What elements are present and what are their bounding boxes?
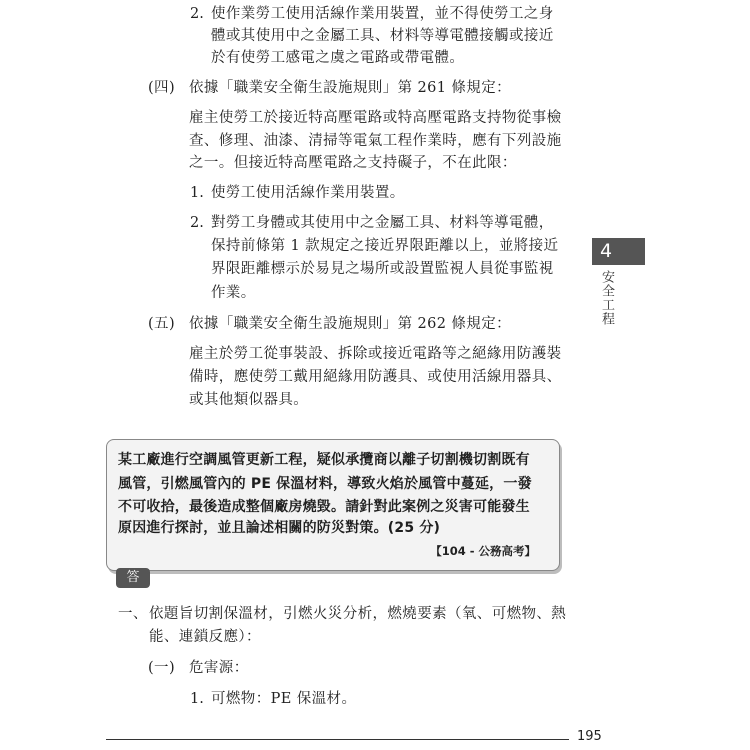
list-number: 2. (190, 6, 204, 22)
footer-rule (106, 739, 569, 740)
text-line: 對勞工身體或其使用中之金屬工具、材料等導電體， (211, 215, 554, 231)
paragraph-line: 查、修理、油漆、清掃等電氣工程作業時，應有下列設施 (189, 133, 562, 149)
list-number: 1. (190, 691, 204, 707)
list-number: 1. (190, 185, 204, 201)
chapter-title: 安全工程 (599, 270, 614, 326)
chapter-number-tab: 4 (592, 238, 645, 265)
question-line: 原因進行探討，並且論述相關的防災對策。(25 分) (118, 520, 441, 536)
section-heading: 依據「職業安全衛生設施規則」第 262 條規定： (189, 316, 511, 332)
question-line: 不可收拾，最後造成整個廠房燒毀。請針對此案例之災害可能發生 (118, 499, 530, 515)
section-label: (五) (148, 316, 176, 332)
text-line: 於有使勞工感電之虞之電路或帶電體。 (211, 50, 465, 66)
answer-badge: 答 (116, 568, 150, 588)
text-line: 界限距離標示於易見之場所或設置監視人員從事監視 (211, 261, 554, 277)
page-number: 195 (577, 729, 602, 744)
question-line: 風管，引燃風管內的 PE 保溫材料，導致火焰於風管中蔓延，一發 (118, 476, 532, 492)
list-item-text: 可燃物：PE 保溫材。 (211, 691, 357, 707)
paragraph-line: 或其他類似器具。 (189, 392, 309, 408)
text-line: 作業。 (211, 285, 256, 301)
paragraph-line: 雇主於勞工從事裝設、拆除或接近電路等之絕緣用防護裝 (189, 346, 562, 362)
section-heading: 依據「職業安全衛生設施規則」第 261 條規定： (189, 80, 511, 96)
text-line: 使作業勞工使用活線作業用裝置，並不得使勞工之身 (211, 6, 554, 22)
answer-line: 依題旨切割保溫材，引燃火災分析，燃燒要素（氧、可燃物、熱 (149, 606, 567, 622)
question-line: 某工廠進行空調風管更新工程，疑似承攬商以離子切割機切割既有 (118, 452, 530, 468)
list-number: 2. (190, 215, 204, 231)
paragraph-line: 之一。但接近特高壓電路之支持礙子，不在此限： (189, 155, 517, 171)
section-label: (四) (148, 80, 176, 96)
paragraph-line: 雇主使勞工於接近特高壓電路或特高壓電路支持物從事檢 (189, 110, 562, 126)
list-item-text: 使勞工使用活線作業用裝置。 (211, 185, 405, 201)
answer-line: 能、連鎖反應）： (149, 629, 261, 645)
subsection-label: (一) (148, 660, 176, 676)
text-line: 體或其使用中之金屬工具、材料等導電體接觸或接近 (211, 28, 554, 44)
text-line: 保持前條第 1 款規定之接近界限距離以上，並將接近 (211, 238, 559, 254)
paragraph-line: 備時，應使勞工戴用絕緣用防護具、或使用活線用器具、 (189, 369, 562, 385)
answer-number: 一、 (118, 606, 148, 622)
subsection-heading: 危害源： (189, 660, 249, 676)
exam-source-tag: 【104 - 公務高考】 (430, 544, 536, 558)
